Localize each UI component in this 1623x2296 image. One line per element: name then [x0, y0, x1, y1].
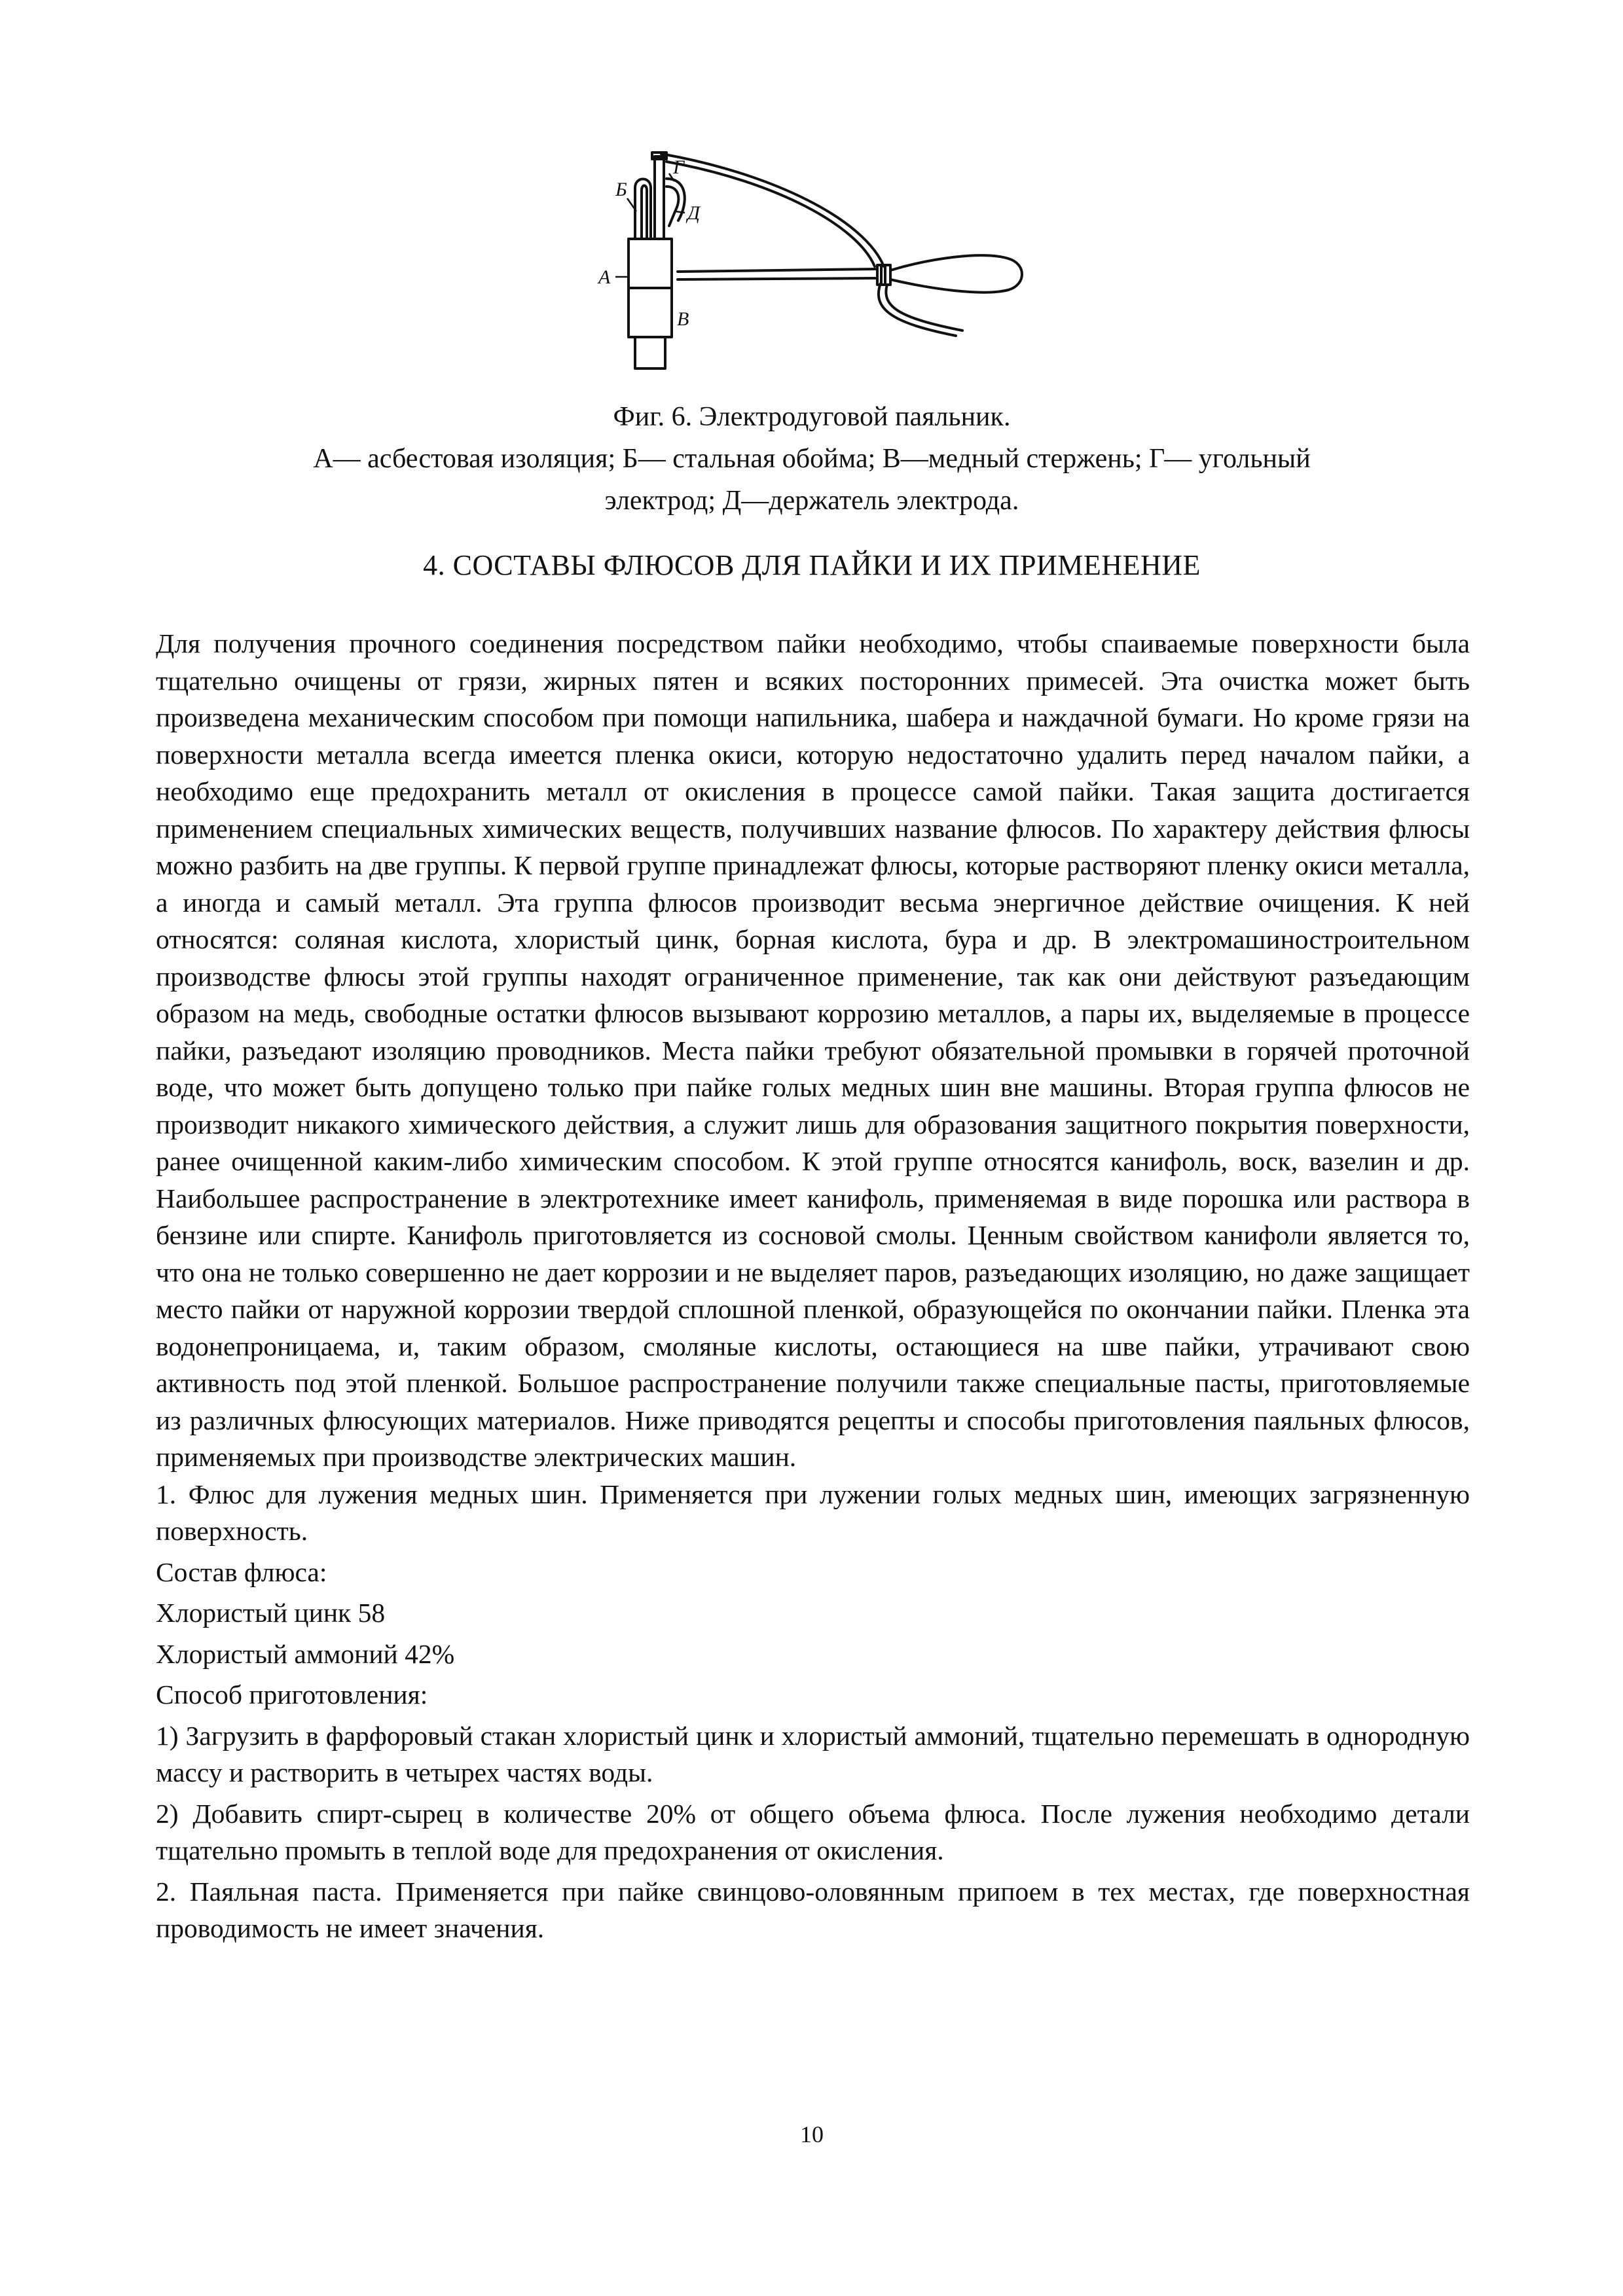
label-g: Г — [673, 156, 685, 178]
component-1: Хлористый цинк 58 — [156, 1598, 386, 1628]
item-1-paragraph: 1. Флюс для лужения медных шин. Применяется при лужении голых медных шин, имеющих загрязненную поверхность. — [156, 1479, 1470, 1546]
holder-rod — [678, 269, 877, 279]
electrode-holder — [666, 187, 678, 226]
body-text — [156, 625, 1470, 1947]
page-number: 10 — [800, 2121, 824, 2147]
soldering-iron-figure — [589, 147, 1034, 383]
label-d: Д — [687, 202, 701, 224]
handle-shape — [890, 255, 1022, 293]
section-heading: 4. СОСТАВЫ ФЛЮСОВ ДЛЯ ПАЙКИ И ИХ ПРИМЕНЕНИЕ — [423, 549, 1201, 581]
carbon-electrode — [655, 156, 664, 239]
main-paragraph: Для получения прочного соединения посредством пайки необходимо, чтобы спаиваемые поверхности была тщательно очищены от грязи, жирных пятен и всяких посторонних примесей. Эта очистка может быть произведена механическим способом при помощи напильника, шабера и наждачной бумаги. Но кроме грязи на поверхности металла всегда имеется пленка окиси, которую недостаточно удалить перед началом пайки, а необходимо еще предохранить металл от окисления в процессе самой пайки. Такая защита достигается применением специальных химических веществ, получивших название флюсов. По характеру действия флюсы можно разбить на две группы. К первой группе принадлежат флюсы, которые растворяют пленку окиси металла, а иногда и самый металл. Эта группа флюсов производит весьма энергичное действие очищения. К ней относятся: соляная кислота, хлористый цинк, борная кислота, бура и др. В электромашиностроительном производстве флюсы этой группы находят ограниченное применение, так как они действуют разъедающим образом на медь, свободные остатки флюсов вызывают коррозию металлов, а пары их, выделяемые в процессе пайки, разъедают изоляцию проводников. Места пайки требуют обязательной промывки в горячей проточной воде, что может быть допущено только при пайке голых медных шин вне машины. Вторая группа флюсов не производит никакого химического действия, а служит лишь для образования защитного покрытия поверхности, ранее очищенной каким-либо химическим способом. К этой группе относятся канифоль, воск, вазелин и др. Наибольшее распространение в электротехнике имеет канифоль, применяемая в виде порошка или раствора в бензине или спирте. Канифоль приготовляется из сосновой смолы. Ценным свойством канифоли является то, что она не только совершенно не дает коррозии и не выделяет паров, разъедающих изоляцию, но даже защищает место пайки от наружной коррозии твердой сплошной пленкой, образующейся по окончании пайки. Пленка эта водонепроницаема, и, таким образом, смоляные кислоты, остающиеся на шве пайки, утрачивают свою активность под этой пленкой. Большое распространение получили также специальные пасты, приготовляемые из различных флюсующих материалов. Ниже приводятся рецепты и способы приготовления паяльных флюсов, применяемых при производстве электрических машин. — [156, 628, 1470, 1472]
label-b: Б — [615, 179, 627, 200]
copper-rod — [635, 337, 665, 368]
caption-line-3: электрод; Д—держатель электрода. — [604, 486, 1019, 516]
component-2: Хлористый аммоний 42% — [156, 1638, 455, 1669]
method-title: Способ приготовления: — [156, 1679, 428, 1710]
label-a: А — [598, 266, 611, 288]
step-2-paragraph: 2) Добавить спирт-сырец в количестве 20% от общего объема флюса. После лужения необходимо детали тщательно промыть в теплой воде для предохранения от окисления. — [156, 1798, 1470, 1865]
step-1-paragraph: 1) Загрузить в фарфоровый стакан хлористый цинк и хлористый аммоний, тщательно перемешать в однородную массу и растворить в четырех частях воды. — [156, 1720, 1470, 1787]
figure-caption — [157, 396, 1467, 522]
caption-line-2: А— асбестовая изоляция; Б— стальная обойма; В—медный стержень; Г— угольный — [313, 444, 1311, 474]
caption-line-1: Фиг. 6. Электродуговой паяльник. — [613, 402, 1011, 432]
composition-title: Состав флюса: — [156, 1556, 327, 1587]
label-v: В — [677, 308, 689, 330]
item-2-paragraph: 2. Паяльная паста. Применяется при пайке свинцово-оловянным припоем в тех местах, где поверхностная проводимость не имеет значения. — [156, 1876, 1470, 1943]
